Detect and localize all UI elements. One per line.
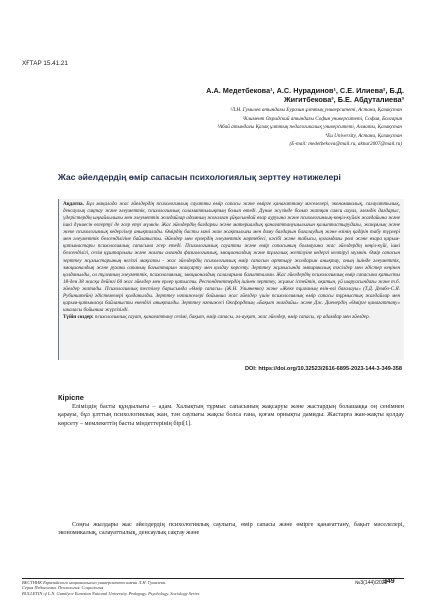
abstract-box [58, 199, 404, 360]
journal-name-ru: ВЕСТНИК Евразийского национального университета имени Л.Н. Гумилева. [22, 580, 167, 585]
affiliation-1: ¹Л.Н. Гумилев атындағы Еуразия ұлттық университеті, Астана, Қазақстан [230, 107, 402, 113]
abstract-label: Аңдатпа. [63, 201, 84, 207]
issue-number: №3(144)/2023 [355, 580, 388, 586]
keywords-text: психологиялық сауат, қанағаттану сезімі, бақыт, өмір сапасы, әл-ауқат, жас әйелдер, өмір сапасы, ер адамдар мен әйелдер. [94, 314, 370, 320]
section-heading-introduction: Кіріспе [58, 393, 84, 402]
introduction-body-continued [58, 521, 404, 538]
author-emails: (E-mail: medetbekova@mail.ru, aknur2007@mail.ru) [289, 141, 402, 147]
article-title: Жас әйелдердің өмір сапасын психологиялық зерттеу нәтижелері [58, 172, 341, 182]
authors-line: А.А. Медетбекова¹, А.С. Нурадинов¹, С.Е. Илиева², Б.Д. Жигитбекова³, Б.Е. Абдуталиева³ [206, 86, 404, 104]
journal-footer [22, 580, 322, 596]
doi-link[interactable]: DOI: https://doi.org/10.32523/2616-6895-2023-144-3-349-358 [244, 366, 402, 372]
introduction-body [58, 403, 404, 428]
affiliation-2: ²Климент Охридский атындағы София университеті, София, Болгария [242, 115, 402, 122]
keywords-label: Түйін сөздер: [63, 314, 94, 320]
journal-name-en: BULLETIN of L.N. Gumilyov Eurasian National University. Pedagogy. Psychology. Sociology Series [22, 590, 200, 596]
irsti-code: ХҒТАР 15.41.21 [22, 60, 68, 67]
journal-series-ru: Серия Педагогика. Психология. Социология [22, 585, 104, 591]
footer-divider [22, 578, 404, 579]
affiliation-4: ⁴Eu University, Астана, Қазақстан [325, 132, 402, 139]
intro-paragraph-1: Еліміздің басты құндылығы – адам. Халықтың тұрмыс сапасының жақсаруы және жастардың болашаққа оң сенімнен қарауы, бұл ұлттың психологиялық жан, тән саулығы жақсы болса ғана, қоғам орнықты дамиды. Жастарға жан-жақты қолдау көрсету – мемлекеттің басты міндеттерінің бірі[1]. [58, 403, 404, 427]
page-number: 349 [383, 578, 395, 585]
intro-paragraph-2: Соңғы жылдары жас әйелдердің психологиялық саулығы, өмір сапасы және өмірге қанағаттану, бақыт мәселелері, экономикалық, салауаттылық, денсаулық сақтау және [58, 521, 404, 537]
abstract [63, 201, 400, 321]
abstract-text: Бұл мақалада жас әйелдердің психологиялық сауатты өмір сапасы және өмірге қанағаттану мәселелері, экономикалық, салауаттылық, денсаулық сақтау және әлеуметтік, психологиялық саламаттылықтың болып өтеді. Дүние жүзінде болып жатқан саяси ахуал, әлемдік дағдарыс, үдерістердің ыңғайлылығы мен әлеуметтік жағдайлар адамның жоғалған ұйқасындай өзар ауруына және психологиялық-көңіл-күйлік жағдайына және ішкі дүниесін өзгертуі де әсер етуі мүмкін. Жас әйелдердің бағдарлы және материалдық қанағаттанушылығын қалыптастырудағы, жанұялық және жеке психологиялық кедергілер анықталады. Өмірдің басты мәні жан жақтылығы мен даму бағдарын бағалаудың және өзінің қадірін табу түрлері мен әлеуметтік белсенділігіне байланысты. Әйелдер мен ерлердің әлеуметтік мәртебесі, кәсібі және табысы, қоғамдағы рөлі және өзара қарым-қатынастары психологиялық сапасына әсер етеді. Психологиялық сауатты және өмір сапасының болмауына жас әйелдердің көңіл-күйі, ішкі белсенділігі, сезім құштарлығы және жалпы алғанда физиологиялық, эмоционалдық және тұлғалық жетілуіне кедергі келтіруі мүмкін. Өмір сапасын зерттеу жұмыстарының негізгі мақсаты - жас әйелдердің психологиялық өмір сапасын арттыру жолдарын анықтау, оның ішінде әлеуметтік, эмоционалдық және рухани сапаның бағыттарын жақсарту мен қолдау көрсету. Зерттеу жұмысында эмпирикалық тәсілдер мен әдістер кеңінен қолданылды, ол тұлғаның әлеуметтік, психологиялық, эмоционалдық салаларына бағытталған. Жас әйелдердің психологиялық өмір сапасына қатысты 18-ден 38 жасқа дейінгі 60 жас әйелдер мен ерлер қатысты. Респонденттердің ішінен зерттеу, жұмыс істейтін, оқитын, үй шаруасындағы және т.б. әйелдер жатады. Психологиялық тестілеу барысында «Өмір сапасы» (Ж.Н. Ульяненко) және «Жеке тұлғаның өзін-өзі бағалауы» (Т.Д. Дембо-С.Я. Рубинштейн) әдістемелері қолданылды. Зерттеу нәтижелері бойынша жас әйелдер үшін психологиялық өмір сапасы тұрмыстық жағдайлар мен қарым-қатынасқа байланысты екендігі анықталды. Зерттеу нәтижесі Оксфордтың «Бақыт жағдайы» және Дж. Диенердің «Өмірге қанағаттану» шкаласы бойынша жүргізілді. [63, 201, 400, 313]
affiliation-3: ³Абай атындағы Қазақ ұлттық педагогикалық университеті, Алматы, Қазақстан [217, 124, 402, 130]
